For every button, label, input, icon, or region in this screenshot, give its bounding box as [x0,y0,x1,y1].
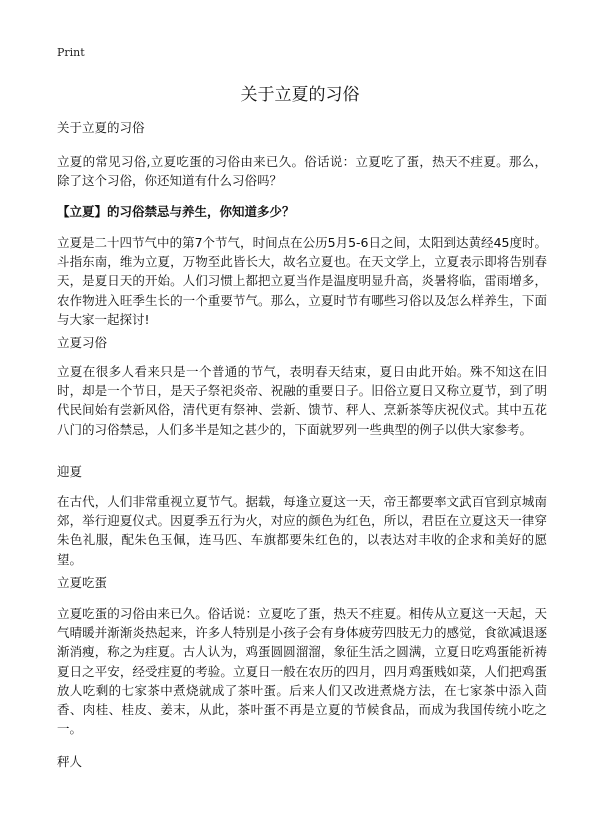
paragraph-customs: 立夏在很多人看来只是一个普通的节气，表明春天结束，夏日由此开始。殊不知这在旧时，却是一个节日，是天子祭祀炎帝、祝融的重要日子。旧俗立夏日又称立夏节，到了明代民间始有尝新风俗，清代更有祭神、尝新、馈节、秤人、烹新茶等庆祝仪式。其中五花八门的习俗禁忌，人们多半是知之甚少的，下面就罗列一些典型的例子以供大家参考。 [57,364,547,437]
section-heading-yingxia: 迎夏 [57,464,83,479]
page-title: 关于立夏的习俗 [240,85,360,105]
print-link[interactable]: Print [57,46,85,59]
paragraph-eggs: 立夏吃蛋的习俗由来已久。俗话说：立夏吃了蛋，热天不疰夏。相传从立夏这一天起，天气晴暖并渐渐炎热起来，许多人特别是小孩子会有身体疲劳四肢无力的感觉，食欲减退逐渐消瘦，称之为疰夏。古人认为，鸡蛋圆圆溜溜，象征生活之圆满，立夏日吃鸡蛋能祈祷夏日之平安，经受疰夏的考验。立夏日一般在农历的四月，四月鸡蛋贱如菜，人们把鸡蛋放人吃剩的七家茶中煮烧就成了茶叶蛋。后来人们又改进煮烧方法，在七家茶中添入茴香、肉桂、桂皮、姜末，从此，茶叶蛋不再是立夏的节候食品，而成为我国传统小吃之一。 [57,606,547,737]
section-heading-customs: 立夏习俗 [57,335,108,350]
subtitle: 关于立夏的习俗 [57,120,145,135]
paragraph-overview: 立夏是二十四节气中的第7个节气，时间点在公历5月5-6日之间，太阳到达黄经45度时。斗指东南，维为立夏，万物至此皆长大，故名立夏也。在天文学上，立夏表示即将告别春天，是夏日天的开始。人们习惯上都把立夏当作是温度明显升高，炎暑将临，雷雨增多，农作物进入旺季生长的一个重要节气。那么，立夏时节有哪些习俗以及怎么样养生，下面与大家一起探讨! [57,235,547,327]
section-heading-eggs: 立夏吃蛋 [57,575,108,590]
intro-paragraph: 立夏的常见习俗,立夏吃蛋的习俗由来已久。俗话说：立夏吃了蛋，热天不疰夏。那么，除了这个习俗，你还知道有什么习俗吗？ [57,154,547,189]
section-heading-taboos: 【立夏】的习俗禁忌与养生，你知道多少？ [57,204,295,219]
section-heading-weigh: 秤人 [57,754,83,769]
paragraph-yingxia: 在古代，人们非常重视立夏节气。据载，每逢立夏这一天，帝王都要率文武百官到京城南郊，举行迎夏仪式。因夏季五行为火，对应的颜色为红色，所以，君臣在立夏这天一律穿朱色礼服，配朱色玉佩，连马匹、车旗都要朱红色的，以表达对丰收的企求和美好的愿望。 [57,494,547,567]
